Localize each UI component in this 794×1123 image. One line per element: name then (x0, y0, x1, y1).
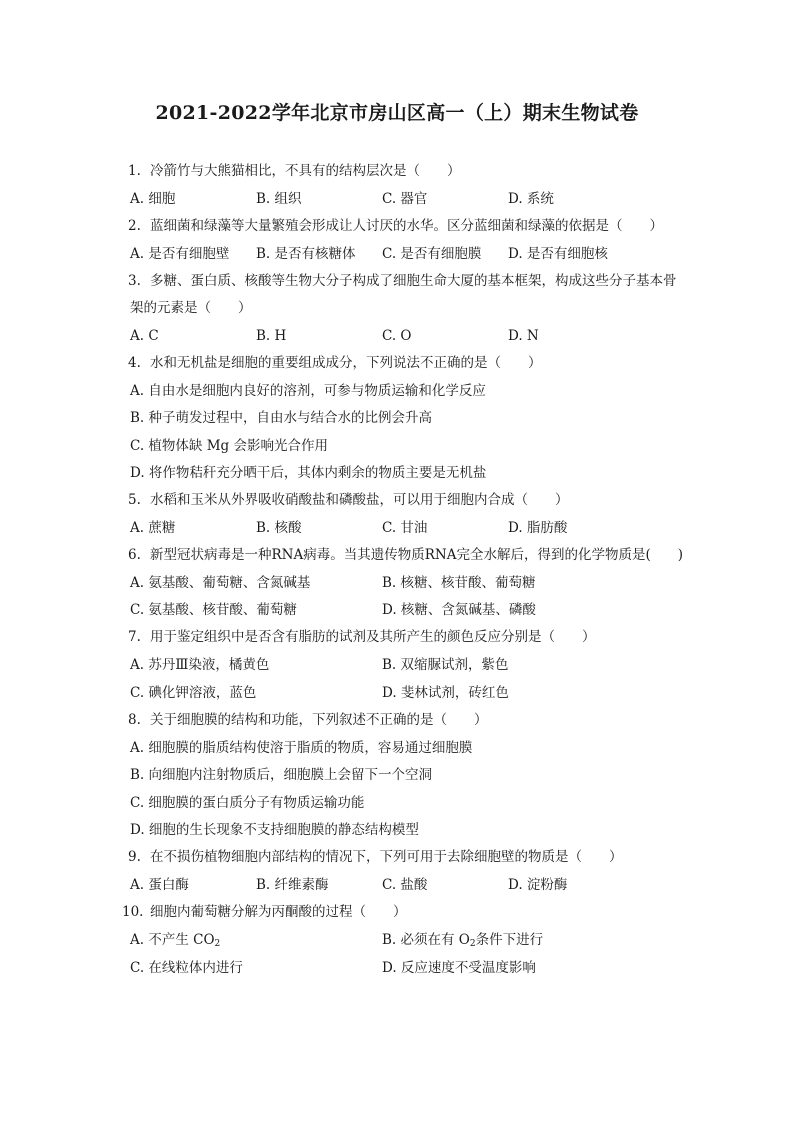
option-d: D. 反应速度不受温度影响 (382, 960, 536, 976)
option-a: A. C (130, 328, 159, 344)
option-d: D. 斐林试剂，砖红色 (382, 685, 509, 701)
option-c: C. 碘化钾溶液，蓝色 (130, 685, 257, 701)
option-d: D. 淀粉酶 (508, 877, 568, 893)
question-text: 新型冠状病毒是一种RNA病毒。当其遗传物质RNA完全水解后，得到的化学物质是( ) (150, 547, 683, 563)
option-d: D. 是否有细胞核 (508, 246, 608, 262)
question-text: 蓝细菌和绿藻等大量繁殖会形成让人讨厌的水华。区分蓝细菌和绿藻的依据是（ ） (150, 218, 663, 234)
question-text: 冷箭竹与大熊猫相比，不具有的结构层次是（ ） (150, 163, 461, 179)
question-number: 4. (128, 355, 141, 371)
option-b-text: B. 必须在有 O (382, 932, 470, 948)
question-number: 10. (122, 904, 144, 920)
option-b: B. 纤维素酶 (256, 877, 329, 893)
option-d: D. N (508, 328, 539, 344)
option-d: D. 细胞的生长现象不支持细胞膜的静态结构模型 (130, 822, 419, 838)
question-number: 7. (128, 629, 141, 645)
option-b (382, 930, 543, 954)
question-8 (128, 710, 488, 730)
question-number: 1. (128, 163, 141, 179)
question-text: 细胞内葡萄糖分解为丙酮酸的过程（ ） (150, 904, 407, 920)
option-b: B. 组织 (256, 191, 302, 207)
option-d: D. 核糖、含氮碱基、磷酸 (382, 602, 536, 618)
question-number: 5. (128, 492, 141, 508)
option-c: C. 甘油 (382, 520, 428, 536)
option-a: A. 细胞 (130, 191, 176, 207)
option-b: B. 核糖、核苷酸、葡萄糖 (382, 575, 536, 591)
option-d: D. 将作物秸秆充分晒干后，其体内剩余的物质主要是无机盐 (130, 465, 487, 481)
option-c: C. 盐酸 (382, 877, 428, 893)
option-c: C. 是否有细胞膜 (382, 246, 482, 262)
question-text: 水和无机盐是细胞的重要组成成分，下列说法不正确的是（ ） (150, 355, 542, 371)
question-4 (128, 353, 542, 373)
option-a (130, 930, 220, 954)
option-a: A. 蛋白酶 (130, 877, 189, 893)
option-b: B. 核酸 (256, 520, 302, 536)
option-b-tail: 条件下进行 (475, 932, 544, 948)
option-c: C. 植物体缺 Mg 会影响光合作用 (130, 438, 328, 454)
option-a: A. 自由水是细胞内良好的溶剂，可参与物质运输和化学反应 (130, 383, 486, 399)
question-text: 多糖、蛋白质、核酸等生物大分子构成了细胞生命大厦的基本框架，构成这些分子基本骨 (150, 273, 677, 289)
question-10 (122, 902, 407, 922)
option-b: B. 向细胞内注射物质后，细胞膜上会留下一个空洞 (130, 767, 433, 783)
question-number: 2. (128, 218, 141, 234)
option-c: C. O (382, 328, 412, 344)
option-a: A. 苏丹Ⅲ染液，橘黄色 (130, 657, 270, 673)
question-3 (128, 271, 677, 291)
option-b: B. 种子萌发过程中，自由水与结合水的比例会升高 (130, 410, 433, 426)
option-b: B. 双缩脲试剂，紫色 (382, 657, 509, 673)
question-7 (128, 627, 596, 647)
subscript: 2 (214, 939, 221, 949)
question-number: 9. (128, 849, 141, 865)
option-a-text: A. 不产生 CO (130, 932, 215, 948)
option-a: A. 氨基酸、葡萄糖、含氮碱基 (130, 575, 311, 591)
question-text: 关于细胞膜的结构和功能，下列叙述不正确的是（ ） (150, 712, 488, 728)
option-d: D. 脂肪酸 (508, 520, 568, 536)
question-5 (128, 490, 569, 510)
option-a: A. 蔗糖 (130, 520, 176, 536)
option-c: C. 器官 (382, 191, 428, 207)
option-a: A. 是否有细胞壁 (130, 246, 230, 262)
question-1 (128, 161, 461, 181)
question-2 (128, 216, 663, 236)
question-9 (128, 847, 623, 867)
exam-title: 2021-2022学年北京市房山区高一（上）期末生物试卷 (155, 102, 639, 124)
question-text-continued: 架的元素是（ ） (130, 300, 252, 316)
question-6 (128, 545, 683, 565)
question-text: 水稻和玉米从外界吸收硝酸盐和磷酸盐，可以用于细胞内合成（ ） (150, 492, 569, 508)
question-number: 6. (128, 547, 141, 563)
option-c: C. 细胞膜的蛋白质分子有物质运输功能 (130, 795, 365, 811)
subscript: 2 (469, 939, 476, 949)
option-c: C. 氨基酸、核苷酸、葡萄糖 (130, 602, 297, 618)
option-b: B. 是否有核糖体 (256, 246, 356, 262)
question-number: 3. (128, 273, 141, 289)
option-c: C. 在线粒体内进行 (130, 960, 243, 976)
option-a: A. 细胞膜的脂质结构使溶于脂质的物质，容易通过细胞膜 (130, 740, 473, 756)
question-text: 用于鉴定组织中是否含有脂肪的试剂及其所产生的颜色反应分别是（ ） (150, 629, 596, 645)
option-b: B. H (256, 328, 287, 344)
question-text: 在不损伤植物细胞内部结构的情况下，下列可用于去除细胞壁的物质是（ ） (150, 849, 623, 865)
question-number: 8. (128, 712, 141, 728)
option-d: D. 系统 (508, 191, 554, 207)
